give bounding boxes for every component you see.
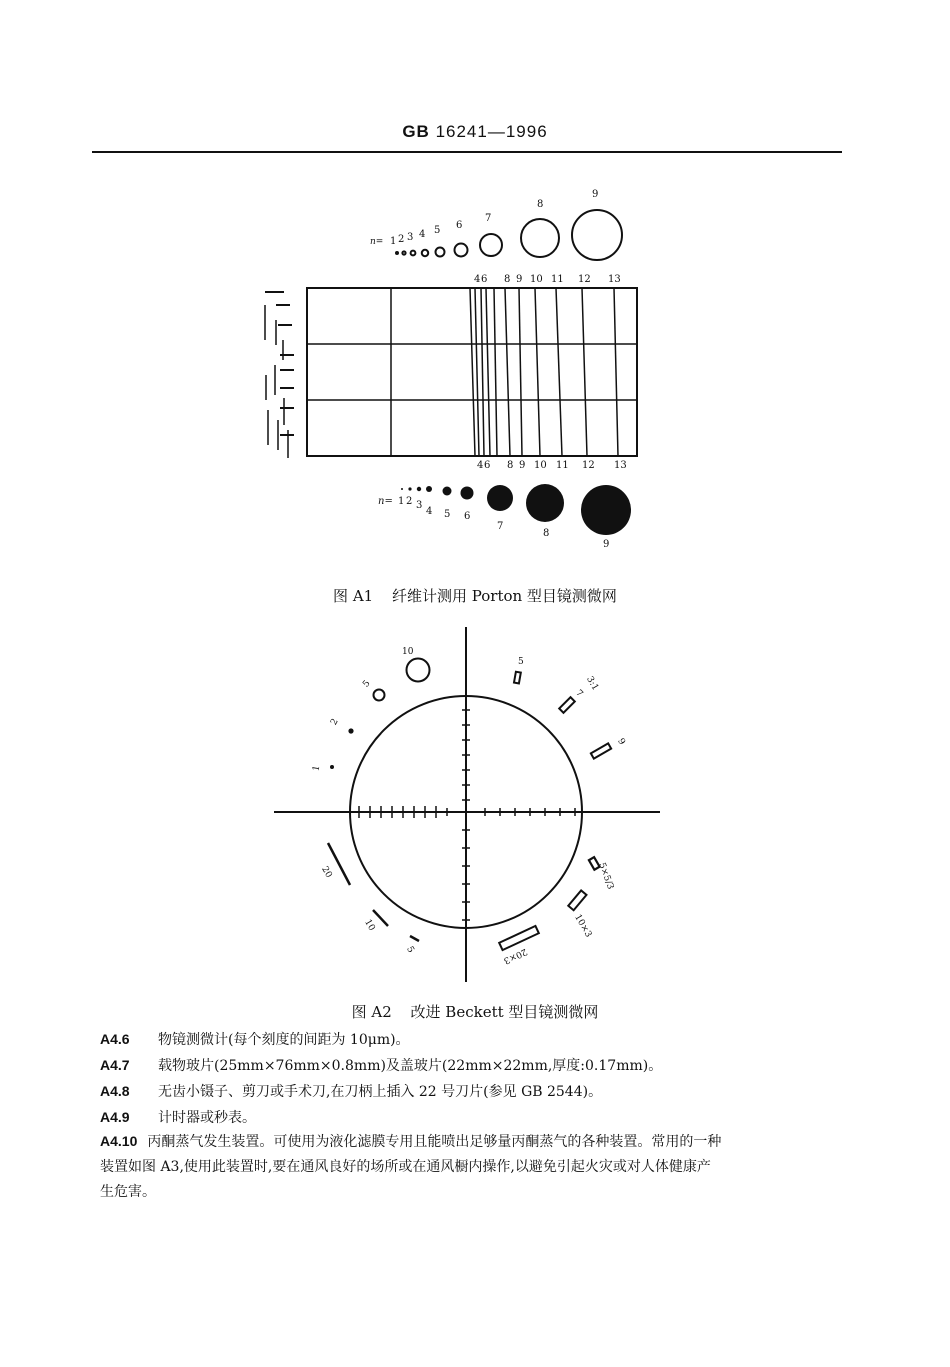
- a1-n-label-bottom: n=: [378, 496, 393, 507]
- a1-dot-9: [581, 485, 631, 535]
- a1-dot-1: [401, 488, 403, 490]
- a2-line-5: [410, 936, 419, 941]
- a1-n-label-top: n=: [370, 237, 384, 247]
- clause-a4-9: [100, 1107, 256, 1128]
- a2-circle-1: [330, 765, 334, 769]
- a1-left-ticks: [265, 292, 294, 458]
- a1-top-label-8: 8: [537, 199, 544, 210]
- a1-dot-5: [443, 487, 452, 496]
- a2-label-r5: 5: [518, 657, 524, 667]
- a2-bar-20x3: [499, 926, 539, 950]
- a1-circle-7: [480, 234, 502, 256]
- a2-line-20: [328, 843, 350, 885]
- clause-number: A4.6: [100, 1031, 130, 1047]
- clause-text: 载物玻片(25mm×76mm×0.8mm)及盖玻片(22mm×22mm,厚度:0.17mm)。: [158, 1058, 663, 1074]
- a2-label-b203: 20×3: [501, 945, 529, 966]
- a1-top-label-9: 9: [592, 189, 599, 200]
- clause-text-line-1: 丙酮蒸气发生装置。可使用为液化滤膜专用且能喷出足够量丙酮蒸气的各种装置。常用的一种: [147, 1134, 722, 1150]
- figure-a2-caption-number: 图 A2: [351, 1003, 392, 1021]
- a1-bottom-line-label-4: 4: [477, 460, 484, 471]
- a2-circle-10: [407, 659, 430, 682]
- clause-text: 无齿小镊子、剪刀或手术刀,在刀柄上插入 22 号刀片(参见 GB 2544)。: [158, 1084, 603, 1100]
- clause-number: A4.9: [100, 1109, 130, 1125]
- a1-bottom-label-1: 1: [398, 496, 405, 507]
- a1-circle-1: [396, 252, 398, 254]
- a1-top-line-label-4: 4: [474, 274, 481, 285]
- a2-label-l5: 5: [404, 944, 416, 955]
- a2-label-l20: 20: [319, 864, 334, 880]
- clause-a4-7: [100, 1055, 662, 1076]
- a1-dot-2: [408, 487, 411, 490]
- figure-a1-caption-text: 纤维计测用 Porton 型目镜测微网: [391, 587, 617, 605]
- clause-a4-10: [100, 1129, 850, 1205]
- a2-label-ratio: 3:1: [584, 674, 601, 693]
- a1-dot-6: [461, 487, 474, 500]
- a1-top-line-label-6: 6: [481, 274, 488, 285]
- figure-a1-caption-number: 图 A1: [333, 587, 374, 605]
- a2-rect-7: [559, 697, 575, 713]
- a2-label-2: 2: [329, 717, 341, 728]
- figure-a2-caption: [0, 1001, 950, 1022]
- a2-label-b53: 5×5/3: [596, 861, 616, 891]
- a1-bottom-label-9: 9: [603, 539, 610, 550]
- a1-top-label-1: 1: [390, 236, 397, 247]
- figure-a2-caption-text: 改进 Beckett 型目镜测微网: [410, 1003, 599, 1021]
- a2-circle-2: [348, 728, 353, 733]
- standard-number: 16241—1996: [435, 122, 548, 141]
- a1-circle-6: [455, 244, 468, 257]
- a2-label-r9: 9: [615, 736, 627, 747]
- a2-bar-10x3: [568, 890, 586, 910]
- a1-bottom-line-label-9: 9: [519, 460, 526, 471]
- a1-top-label-5: 5: [434, 225, 441, 236]
- clause-text: 物镜测微计(每个刻度的间距为 10μm)。: [158, 1032, 410, 1048]
- a1-top-line-label-11: 11: [551, 274, 564, 285]
- a1-circle-2: [402, 251, 405, 254]
- a1-graticule-grid: [307, 288, 637, 456]
- clause-text-line-2: 装置如图 A3,使用此装置时,要在通风良好的场所或在通风橱内操作,以避免引起火灾或对人体健康产: [100, 1159, 711, 1175]
- a1-bottom-line-label-13: 13: [614, 460, 627, 471]
- a1-top-line-label-12: 12: [578, 274, 591, 285]
- a2-label-5: 5: [361, 678, 373, 690]
- a1-top-circles: [396, 210, 622, 260]
- a1-circle-5: [436, 248, 445, 257]
- clause-number: A4.8: [100, 1083, 130, 1099]
- a1-bottom-label-7: 7: [497, 521, 504, 532]
- a2-label-1: 1: [311, 764, 323, 772]
- clause-number: A4.7: [100, 1057, 130, 1073]
- a2-circle-5: [374, 690, 385, 701]
- clause-number: A4.10: [100, 1133, 138, 1149]
- a2-rect-9: [591, 743, 611, 758]
- a1-circle-9: [572, 210, 622, 260]
- a1-bottom-line-label-12: 12: [582, 460, 595, 471]
- a1-top-label-3: 3: [407, 232, 414, 243]
- a1-top-line-label-13: 13: [608, 274, 621, 285]
- a2-label-l10: 10: [362, 917, 377, 933]
- a1-bottom-label-3: 3: [416, 500, 423, 511]
- a1-bottom-dots: [401, 484, 631, 535]
- a1-circle-8: [521, 219, 559, 257]
- figure-a2: [274, 627, 660, 982]
- a1-dot-4: [426, 486, 432, 492]
- a1-dot-3: [417, 487, 421, 491]
- a1-top-label-2: 2: [398, 234, 405, 245]
- a2-rect-5: [514, 672, 521, 684]
- clause-a4-6: [100, 1029, 410, 1050]
- a1-top-label-7: 7: [485, 213, 492, 224]
- a1-top-line-label-8: 8: [504, 274, 511, 285]
- a1-dot-7: [487, 485, 513, 511]
- a1-bottom-line-label-10: 10: [534, 460, 547, 471]
- a1-bottom-line-label-6: 6: [484, 460, 491, 471]
- a1-bottom-label-5: 5: [444, 509, 451, 520]
- clause-text-line-3: 生危害。: [100, 1184, 156, 1200]
- a2-label-10: 10: [402, 647, 414, 657]
- a2-label-r7: 7: [573, 688, 585, 700]
- a1-bottom-label-8: 8: [543, 528, 550, 539]
- clause-a4-8: [100, 1081, 602, 1102]
- a1-dot-8: [526, 484, 564, 522]
- a2-label-b103: 10×3: [572, 912, 594, 940]
- a1-bottom-label-4: 4: [426, 506, 433, 517]
- a1-bottom-label-6: 6: [464, 511, 471, 522]
- clause-text: 计时器或秒表。: [158, 1110, 256, 1126]
- a1-top-line-label-10: 10: [530, 274, 543, 285]
- a1-top-line-label-9: 9: [516, 274, 523, 285]
- a1-circle-4: [422, 250, 428, 256]
- a1-bottom-line-label-11: 11: [556, 460, 569, 471]
- a1-top-label-6: 6: [456, 220, 463, 231]
- a1-bottom-label-2: 2: [406, 496, 413, 507]
- a1-bottom-line-label-8: 8: [507, 460, 514, 471]
- a1-top-label-4: 4: [419, 229, 426, 240]
- standard-code: GB: [402, 122, 430, 141]
- a1-circle-3: [411, 251, 416, 256]
- figure-a1-caption: [0, 585, 950, 606]
